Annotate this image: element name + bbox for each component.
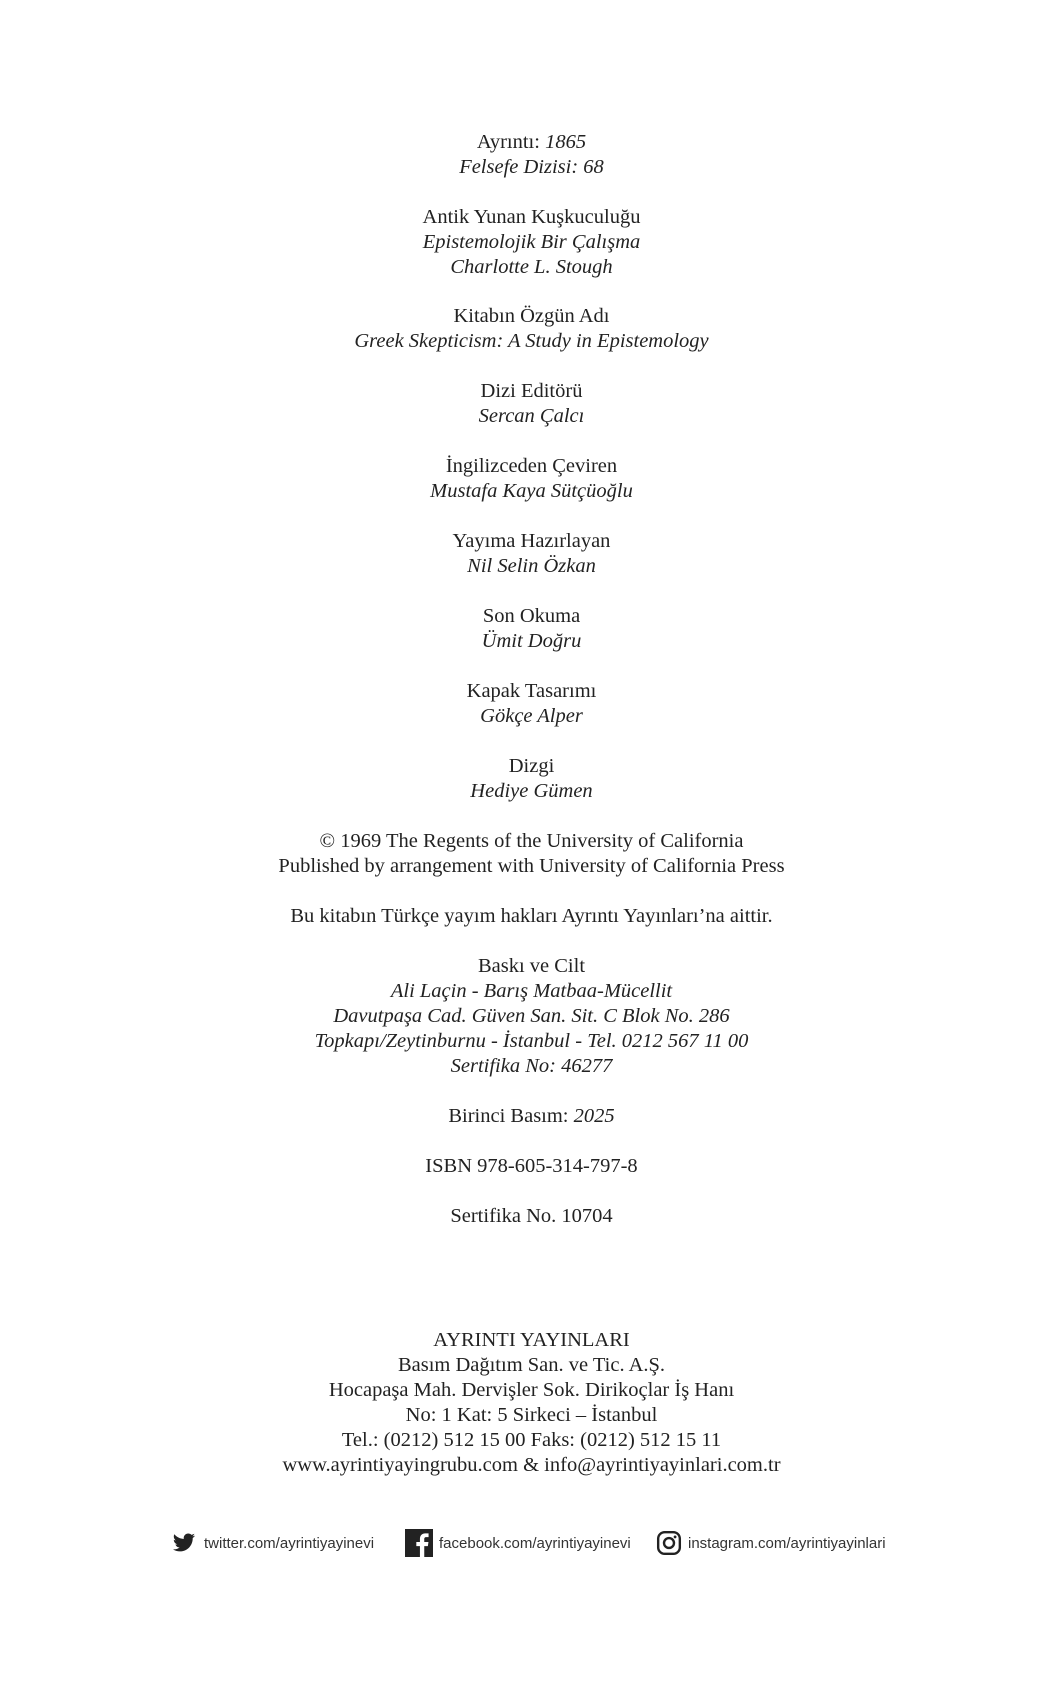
- publisher-line4: Tel.: (0212) 512 15 00 Faks: (0212) 512 15 11: [341, 1429, 722, 1451]
- translator-label: İngilizceden Çeviren: [445, 455, 618, 477]
- edition: [0, 1104, 1063, 1129]
- original-value: Greek Skepticism: A Study in Epistemology: [354, 330, 709, 352]
- book-author: Charlotte L. Stough: [450, 256, 613, 278]
- typesetting: [0, 754, 1063, 804]
- twitter-icon: [170, 1531, 198, 1555]
- rights-text: Bu kitabın Türkçe yayım hakları Ayrıntı Yayınları’na aittir.: [290, 905, 773, 927]
- book-subtitle: Epistemolojik Bir Çalışma: [422, 231, 641, 253]
- publisher-name: AYRINTI YAYINLARI: [433, 1329, 630, 1351]
- publisher-line2: Hocapaşa Mah. Dervişler Sok. Dirikoçlar İş Hanı: [328, 1379, 735, 1401]
- instagram-text: instagram.com/ayrintiyayinlari: [688, 1534, 886, 1552]
- rights: [0, 904, 1063, 929]
- series-info: [0, 130, 1063, 180]
- certificate: [0, 1204, 1063, 1229]
- prepared-value: Nil Selin Özkan: [467, 555, 596, 577]
- cover-label: Kapak Tasarımı: [466, 680, 597, 702]
- copyright-line1: © 1969 The Regents of the University of California: [319, 830, 744, 852]
- isbn: [0, 1154, 1063, 1179]
- cover-value: Gökçe Alper: [480, 705, 583, 727]
- original-title: [0, 304, 1063, 354]
- typeset-value: Hediye Gümen: [470, 780, 593, 802]
- instagram-link: [656, 1528, 886, 1558]
- book-title: Antik Yunan Kuşkuculuğu: [422, 206, 641, 228]
- twitter-link: [170, 1528, 374, 1558]
- print-line3: Topkapı/Zeytinburnu - İstanbul - Tel. 0212 567 11 00: [314, 1030, 749, 1052]
- original-label: Kitabın Özgün Adı: [453, 305, 610, 327]
- series-editor: [0, 379, 1063, 429]
- edition-year: 2025: [573, 1105, 615, 1127]
- publisher-info: [0, 1328, 1063, 1478]
- series-number: 1865: [545, 131, 587, 153]
- proofread-label: Son Okuma: [482, 605, 581, 627]
- series-sub: Felsefe Dizisi: 68: [459, 156, 604, 178]
- proofread-value: Ümit Doğru: [481, 630, 582, 652]
- edition-label: Birinci Basım:: [448, 1105, 569, 1127]
- print-line2: Davutpaşa Cad. Güven San. Sit. C Blok No. 286: [333, 1005, 730, 1027]
- print-line4: Sertifika No: 46277: [450, 1055, 613, 1077]
- print-line1: Ali Laçin - Barış Matbaa-Mücellit: [390, 980, 673, 1002]
- twitter-text: twitter.com/ayrintiyayinevi: [204, 1534, 375, 1552]
- printing: [0, 954, 1063, 1079]
- instagram-icon: [656, 1530, 682, 1556]
- print-label: Baskı ve Cilt: [477, 955, 586, 977]
- typeset-label: Dizgi: [508, 755, 555, 777]
- prepared-by: [0, 529, 1063, 579]
- series-label: Ayrıntı:: [476, 131, 540, 153]
- isbn-text: ISBN 978-605-314-797-8: [425, 1155, 638, 1177]
- publisher-line5: www.ayrintiyayingrubu.com & info@ayrintiyayinlari.com.tr: [282, 1454, 781, 1476]
- cover-design: [0, 679, 1063, 729]
- cert-text: Sertifika No. 10704: [450, 1205, 613, 1227]
- facebook-icon: [405, 1529, 433, 1557]
- facebook-text: facebook.com/ayrintiyayinevi: [439, 1534, 631, 1552]
- publisher-line3: No: 1 Kat: 5 Sirkeci – İstanbul: [405, 1404, 658, 1426]
- copyright: [0, 829, 1063, 879]
- translator: [0, 454, 1063, 504]
- facebook-link: [405, 1528, 631, 1558]
- translator-value: Mustafa Kaya Sütçüoğlu: [430, 480, 633, 502]
- series-editor-label: Dizi Editörü: [480, 380, 583, 402]
- copyright-line2: Published by arrangement with University of California Press: [278, 855, 785, 877]
- prepared-label: Yayıma Hazırlayan: [452, 530, 611, 552]
- publisher-line1: Basım Dağıtım San. ve Tic. A.Ş.: [397, 1354, 666, 1376]
- proofreading: [0, 604, 1063, 654]
- book-info: [0, 205, 1063, 280]
- series-editor-value: Sercan Çalcı: [478, 405, 585, 427]
